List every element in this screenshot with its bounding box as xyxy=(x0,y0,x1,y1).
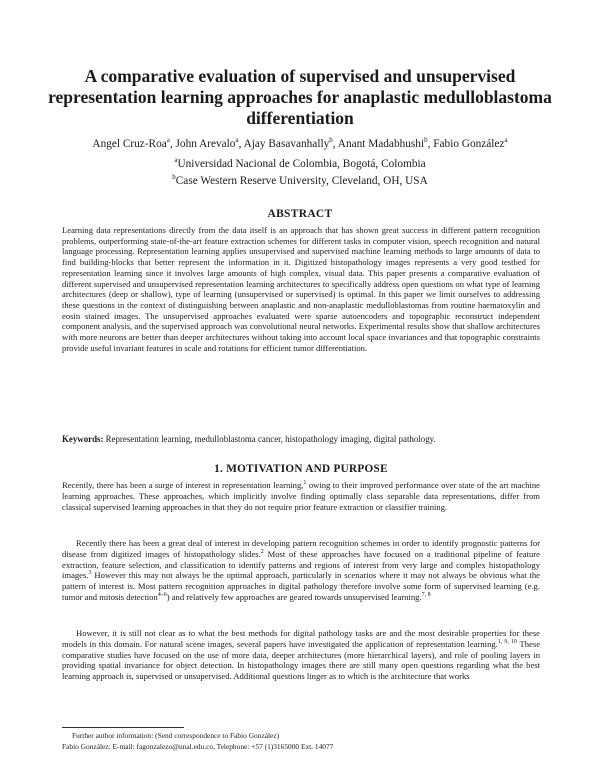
keywords-text: Representation learning, medulloblastoma cancer, histopathology imaging, digital pathology. xyxy=(105,434,436,444)
affiliation-a: $^a$Universidad Nacional de Colombia, Bogotá, Colombia xyxy=(174,156,426,170)
author: John Arevalo$^a$ xyxy=(175,136,239,150)
affiliation-b: $^b$Case Western Reserve University, Cleveland, OH, USA xyxy=(172,173,428,187)
citation: 7, 8 xyxy=(421,592,431,599)
paragraph-2: Recently there has been a great deal of interest in developing pattern recognition schemes in order to identify prognostic patterns for disease from digitized images of histopathology slides.$^2$ Most of these approaches have focused on a traditional pipeline of feature extraction, feature selection, and classification to identify patterns and regions of interest from very large and complex histopathology images.$^3$ However this may not always be the optimal approach, particularly in scenarios where it may not always be obvious what the pattern of interest is. Most pattern recognition approaches in digital pathology therefore involve some form of supervised learning (e.g. tumor and mitosis detection$^{4-6}$) and relatively few approaches are geared towards unsupervised learning.$^{7, 8}$ xyxy=(62,538,540,602)
citation: 1, 9, 10 xyxy=(497,638,517,645)
citation: 4–6 xyxy=(157,592,167,599)
footnote-line-2: Fabio González: E-mail: fagonzalezo@unal.edu.co, Telephone: +57 (1)3165000 Ext. 14077 xyxy=(62,742,334,751)
paper-title: A comparative evaluation of supervised and unsupervised representation learning approaches for anaplastic medulloblastoma differentiation xyxy=(48,66,552,128)
footnote-line-1: Further author information: (Send correspondence to Fabio González) xyxy=(72,731,280,740)
footnote-rule xyxy=(62,727,184,728)
author: Angel Cruz-Roa$^a$ xyxy=(92,136,170,150)
citation: 1 xyxy=(303,480,307,487)
paragraph-1: Recently, there has been a surge of interest in representation learning,$^1$ owing to their improved performance over state of the art machine learning approaches. These approaches, which implicitly involve finding optimally class separable data representations, differ from classical supervised learning approaches in that they do not require prior feature extraction or classifier training. xyxy=(62,480,540,512)
section-heading: 1. MOTIVATION AND PURPOSE xyxy=(214,463,388,475)
author: Fabio González$^a$ xyxy=(433,136,508,150)
abstract-body: Learning data representations directly from the data itself is an approach that has shown great success in different pattern recognition problems, outperforming state-of-the-art feature extraction schemes for different tasks in computer vision, speech recognition and natural language processing. Representation learning applies unsupervised and supervised machine learning methods to large amounts of data to find building-blocks that better represent the information in it. Digitized histopathology images represents a very good testbed for representation learning since it involves large amounts of high complex, visual data. This paper presents a comparative evaluation of different supervised and unsupervised representation learning architectures to specifically address open questions on what type of learning architectures (deep or shallow), type of learning (unsupervised or supervised) is optimal. In this paper we limit ourselves to addressing these questions in the context of distinguishing between anaplastic and non-anaplastic medulloblastomas from routine haematoxylin and eosin stained images. The unsupervised approaches evaluated were sparse autoencoders and topographic reconstruct independent component analysis, and the supervised approach was convolutional neural networks. Experimental results show that shallow architectures with more neurons are better than deeper architectures without taking into account local space invariances and that topographic constraints provide useful invariant features in scale and rotations for efficient tumor differentiation. xyxy=(62,225,540,353)
author-list: Angel Cruz-Roa$^a$, John Arevalo$^a$, Ajay Basavanhally$^b$, Anant Madabhushi$^b$, Fabio González$^a$ xyxy=(92,136,508,150)
abstract-heading: ABSTRACT xyxy=(267,208,333,220)
author: Ajay Basavanhally$^b$ xyxy=(243,136,333,150)
citation: 3 xyxy=(88,570,92,577)
author: Anant Madabhushi$^b$ xyxy=(337,136,428,150)
paragraph-3: However, it is still not clear as to what the best methods for digital pathology tasks are and the most desirable properties for these models in this domain. For natural scene images, several papers have investigated the application of representation learning.$^{1, 9, 10}$ These comparative studies have focused on the use of more data, deeper architectures (more hierarchical layers), and role of pooling layers in providing spatial invariance for object detection. In histopathology images there are still many open questions regarding what the best learning approach is, supervised or unsupervised. Additional questions linger as to which is the architecture that works xyxy=(62,628,541,682)
keywords-label: Keywords: xyxy=(62,434,104,444)
keywords xyxy=(62,434,540,444)
citation: 2 xyxy=(260,548,264,555)
